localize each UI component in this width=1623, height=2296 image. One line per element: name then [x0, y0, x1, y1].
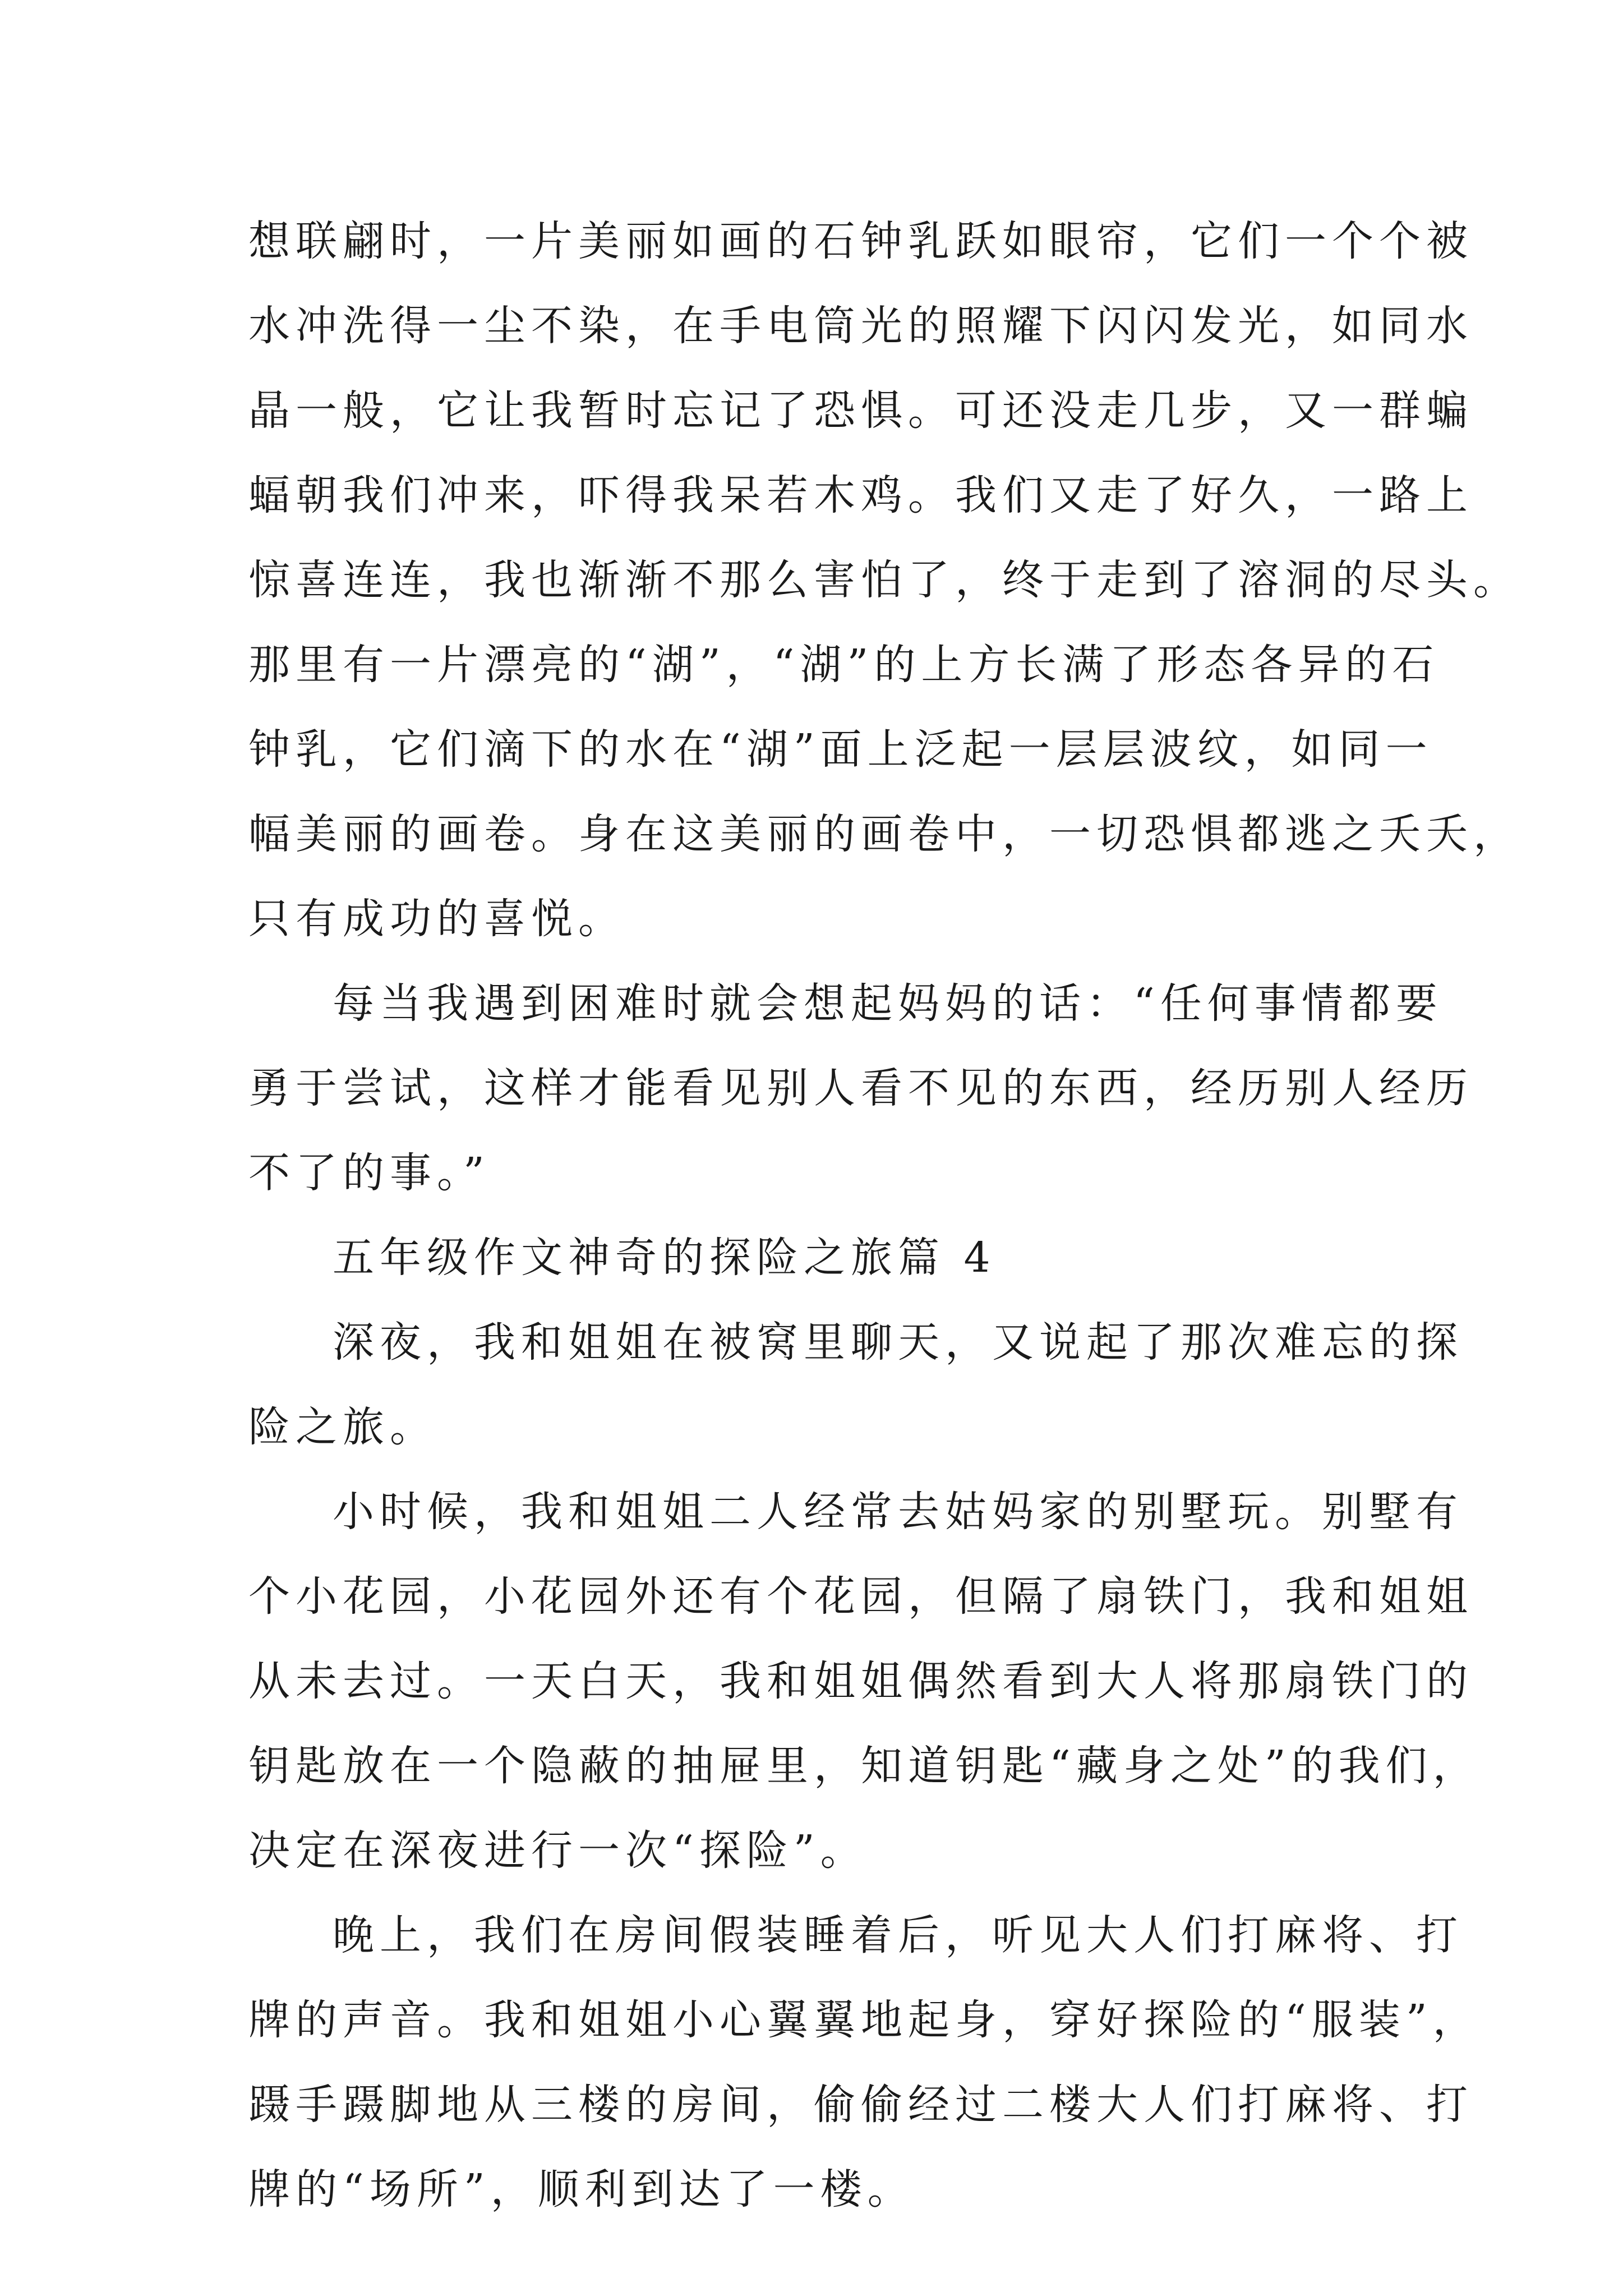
text-line: 每当我遇到困难时就会想起妈妈的话：“任何事情都要 — [333, 979, 1443, 1028]
text-line: 牌的“场所”，顺利到达了一楼。 — [248, 2165, 915, 2214]
text-line: 晚上，我们在房间假装睡着后，听见大人们打麻将、打 — [333, 1911, 1463, 1959]
section-heading: 五年级作文神奇的探险之旅篇 4 — [333, 1234, 996, 1282]
text-line: 只有成功的喜悦。 — [248, 895, 625, 943]
text-line: 小时候，我和姐姐二人经常去姑妈家的别墅玩。别墅有 — [333, 1488, 1463, 1536]
text-line: 决定在深夜进行一次“探险”。 — [248, 1826, 868, 1875]
text-line: 深夜，我和姐姐在被窝里聊天，又说起了那次难忘的探 — [333, 1318, 1463, 1366]
text-line: 钟乳，它们滴下的水在“湖”面上泛起一层层波纹，如同一 — [248, 725, 1433, 774]
text-line: 幅美丽的画卷。身在这美丽的画卷中，一切恐惧都逃之夭夭， — [248, 810, 1520, 858]
text-line: 个小花园，小花园外还有个花园，但隔了扇铁门，我和姐姐 — [248, 1572, 1473, 1621]
text-line: 险之旅。 — [248, 1403, 437, 1451]
text-line: 水冲洗得一尘不染，在手电筒光的照耀下闪闪发光，如同水 — [248, 302, 1473, 350]
text-line: 想联翩时，一片美丽如画的石钟乳跃如眼帘，它们一个个被 — [248, 217, 1473, 265]
text-line: 惊喜连连，我也渐渐不那么害怕了，终于走到了溶洞的尽头。 — [248, 556, 1520, 604]
text-line: 牌的声音。我和姐姐小心翼翼地起身，穿好探险的“服装”， — [248, 1996, 1480, 2044]
text-line: 蹑手蹑脚地从三楼的房间，偷偷经过二楼大人们打麻将、打 — [248, 2081, 1473, 2129]
text-line: 不了的事。” — [248, 1149, 490, 1197]
body-text — [248, 199, 1520, 2232]
text-line: 从未去过。一天白天，我和姐姐偶然看到大人将那扇铁门的 — [248, 1657, 1473, 1705]
text-line: 那里有一片漂亮的“湖”，“湖”的上方长满了形态各异的石 — [248, 641, 1440, 689]
text-line: 晶一般，它让我暂时忘记了恐惧。可还没走几步，又一群蝙 — [248, 386, 1473, 435]
text-line: 勇于尝试，这样才能看见别人看不见的东西，经历别人经历 — [248, 1064, 1473, 1112]
text-line: 蝠朝我们冲来，吓得我呆若木鸡。我们又走了好久，一路上 — [248, 471, 1473, 519]
text-line: 钥匙放在一个隐蔽的抽屉里，知道钥匙“藏身之处”的我们， — [248, 1742, 1480, 1790]
